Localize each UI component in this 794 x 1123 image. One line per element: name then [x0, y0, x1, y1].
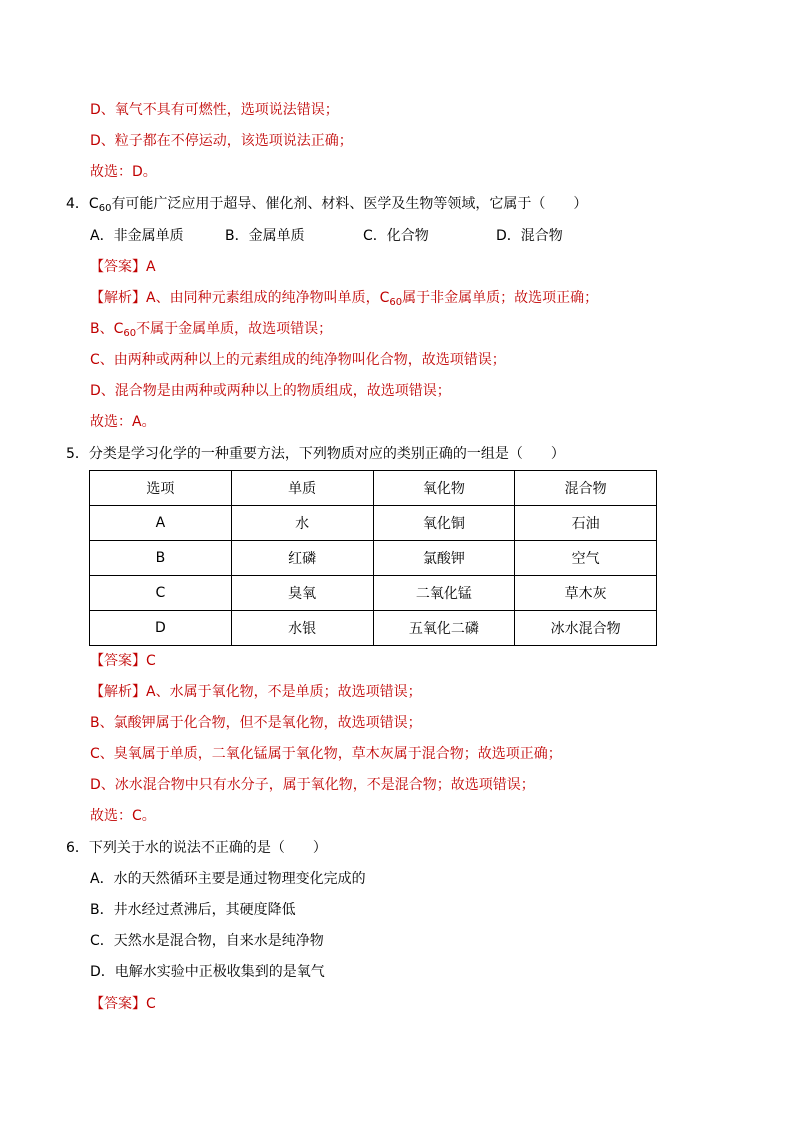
table-cell: B — [90, 541, 232, 576]
option-c: C．化合物 — [363, 228, 429, 244]
analysis-line: D、氧气不具有可燃性，选项说法错误； — [90, 102, 339, 118]
table-cell: 水银 — [231, 611, 373, 646]
question-6-stem: 6．下列关于水的说法不正确的是（ ） — [66, 840, 327, 856]
analysis-line: 【解析】A、由同种元素组成的纯净物叫单质，$C_{60}$属于非金属单质；故选项正确； — [90, 290, 599, 308]
classification-table — [89, 470, 657, 646]
analysis-line: 【解析】A、水属于氧化物，不是单质；故选项错误； — [90, 684, 422, 700]
analysis-line: 故选：A。 — [90, 414, 156, 430]
table-cell: 水 — [231, 506, 373, 541]
option-b: B．金属单质 — [225, 228, 305, 244]
analysis-line: C、臭氧属于单质，二氧化锰属于氧化物，草木灰属于混合物；故选项正确； — [90, 746, 562, 762]
table-header-cell: 单质 — [231, 471, 373, 506]
table-cell: D — [90, 611, 232, 646]
question-5-stem: 5．分类是学习化学的一种重要方法，下列物质对应的类别正确的一组是（ ） — [66, 446, 565, 462]
table-row — [90, 576, 657, 611]
table-row — [90, 506, 657, 541]
table-cell: 草木灰 — [515, 576, 657, 611]
answer-line: 【答案】A — [90, 259, 156, 275]
table-cell: C — [90, 576, 232, 611]
option-c: C．天然水是混合物，自来水是纯净物 — [90, 933, 324, 949]
analysis-line: D、粒子都在不停运动，该选项说法正确； — [90, 133, 353, 149]
table-header-cell: 选项 — [90, 471, 232, 506]
option-a: A．非金属单质 — [90, 228, 184, 244]
option-b: B．井水经过煮沸后，其硬度降低 — [90, 902, 296, 918]
table-cell: 空气 — [515, 541, 657, 576]
table-cell: 石油 — [515, 506, 657, 541]
table-row — [90, 541, 657, 576]
option-d: D．电解水实验中正极收集到的是氧气 — [90, 964, 325, 980]
analysis-line: 故选：D。 — [90, 164, 157, 180]
table-cell: 氯酸钾 — [373, 541, 515, 576]
analysis-line: D、混合物是由两种或两种以上的物质组成，故选项错误； — [90, 383, 451, 399]
analysis-line: B、氯酸钾属于化合物，但不是氧化物，故选项错误； — [90, 715, 422, 731]
analysis-line: D、冰水混合物中只有水分子，属于氧化物，不是混合物；故选项错误； — [90, 777, 535, 793]
table-cell: 臭氧 — [231, 576, 373, 611]
table-cell: 二氧化锰 — [373, 576, 515, 611]
table-header-row — [90, 471, 657, 506]
table-cell: A — [90, 506, 232, 541]
table-cell: 冰水混合物 — [515, 611, 657, 646]
question-4-stem: 4．$C_{60}$有可能广泛应用于超导、催化剂、材料、医学及生物等领域，它属于（ ） — [66, 196, 588, 214]
option-a: A．水的天然循环主要是通过物理变化完成的 — [90, 871, 366, 887]
analysis-line: C、由两种或两种以上的元素组成的纯净物叫化合物，故选项错误； — [90, 352, 506, 368]
table-header-cell: 混合物 — [515, 471, 657, 506]
analysis-line: 故选：C。 — [90, 808, 156, 824]
analysis-line: B、$C_{60}$不属于金属单质，故选项错误； — [90, 321, 333, 339]
answer-line: 【答案】C — [90, 996, 156, 1012]
answer-line: 【答案】C — [90, 653, 156, 669]
table-row — [90, 611, 657, 646]
table-cell: 五氧化二磷 — [373, 611, 515, 646]
table-header-cell: 氧化物 — [373, 471, 515, 506]
table-cell: 氧化铜 — [373, 506, 515, 541]
option-d: D．混合物 — [496, 228, 563, 244]
table-cell: 红磷 — [231, 541, 373, 576]
